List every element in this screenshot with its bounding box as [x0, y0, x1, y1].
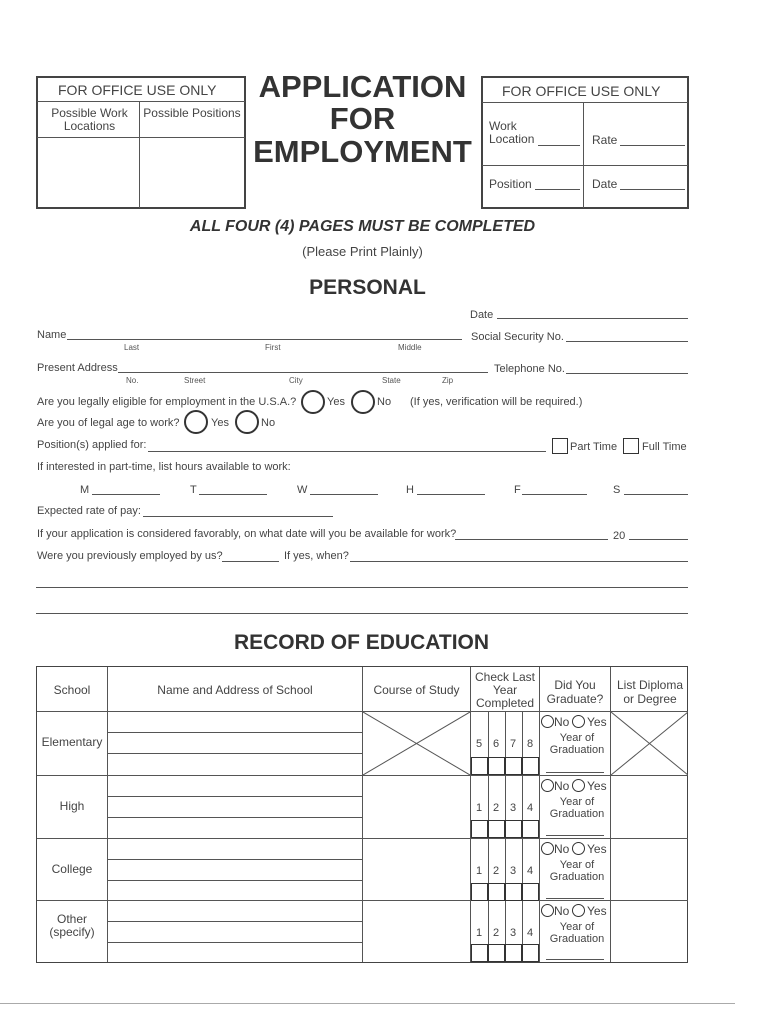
eligible-yes-label: Yes	[327, 396, 345, 408]
graduate-yes-radio[interactable]	[572, 842, 585, 855]
address-street-label: Street	[184, 376, 206, 385]
header-graduate: Did You Graduate?	[546, 678, 604, 706]
school-name-address-line[interactable]	[108, 859, 362, 860]
telephone-field[interactable]	[566, 373, 688, 374]
graduate-no-radio[interactable]	[541, 715, 554, 728]
school-level-label: Other (specify)	[49, 912, 95, 939]
year-completed-checkbox[interactable]	[522, 820, 539, 838]
year-completed-checkbox[interactable]	[471, 944, 488, 962]
eligible-question: Are you legally eligible for employment in the U.S.A.?	[37, 396, 297, 408]
graduate-yes-radio[interactable]	[572, 715, 585, 728]
address-state-label: State	[382, 376, 401, 385]
expected-rate-field[interactable]	[143, 516, 333, 517]
personal-heading: PERSONAL	[309, 276, 426, 299]
office-left-header: FOR OFFICE USE ONLY	[58, 82, 217, 98]
graduate-yes-label: Yes	[587, 842, 607, 856]
when-field[interactable]	[350, 561, 688, 562]
course-of-study-field[interactable]	[363, 839, 470, 901]
year-digit-label: 4	[526, 802, 534, 814]
year-completed-checkbox[interactable]	[522, 944, 539, 962]
when-label: If yes, when?	[284, 550, 349, 562]
year-of-graduation-field[interactable]	[546, 835, 604, 836]
day-f-field[interactable]	[522, 494, 587, 495]
previously-employed-field[interactable]	[222, 561, 279, 562]
day-h-label: H	[406, 484, 414, 496]
date-field[interactable]	[497, 318, 688, 319]
day-s-field[interactable]	[624, 494, 688, 495]
positions-field[interactable]	[148, 451, 546, 452]
graduate-yes-label: Yes	[587, 904, 607, 918]
work-location-field[interactable]	[538, 145, 580, 146]
header-check-last-year: Check Last Year Completed	[474, 670, 536, 710]
full-time-checkbox[interactable]	[623, 438, 639, 454]
course-of-study-field[interactable]	[363, 776, 470, 838]
print-plainly-notice: (Please Print Plainly)	[302, 244, 423, 259]
graduate-no-label: No	[554, 904, 570, 918]
date-label: Date	[470, 309, 494, 321]
page-bottom-edge	[0, 1003, 735, 1004]
school-name-address-line[interactable]	[108, 921, 362, 922]
title-for: FOR	[329, 101, 396, 136]
graduate-yes-label: Yes	[587, 715, 607, 729]
work-location-label: Work Location	[489, 119, 535, 146]
date-label-office: Date	[592, 177, 618, 191]
graduate-yes-radio[interactable]	[572, 779, 585, 792]
year-prefix: 20	[613, 530, 626, 542]
part-time-label: Part Time	[570, 441, 618, 453]
all-pages-notice: ALL FOUR (4) PAGES MUST BE COMPLETED	[189, 218, 536, 235]
day-t-label: T	[190, 484, 197, 496]
year-digit-label: 7	[509, 738, 517, 750]
eligible-no-radio[interactable]	[351, 390, 375, 414]
address-city-label: City	[289, 376, 303, 385]
address-field[interactable]	[118, 372, 488, 373]
school-name-address-line[interactable]	[108, 732, 362, 733]
positions-label: Position(s) applied for:	[37, 439, 147, 451]
elementary-diploma-crossed-out	[611, 712, 688, 775]
day-f-label: F	[514, 484, 521, 496]
name-last-label: Last	[124, 343, 140, 352]
extra-line-1[interactable]	[36, 587, 688, 588]
eligible-yes-radio[interactable]	[301, 390, 325, 414]
year-completed-checkbox[interactable]	[488, 820, 505, 838]
school-level-label: Elementary	[41, 735, 103, 749]
graduate-yes-label: Yes	[587, 779, 607, 793]
year-of-graduation-field[interactable]	[546, 772, 604, 773]
available-date-question: If your application is considered favorably, on what date will you be available for work?	[37, 528, 457, 540]
day-w-label: W	[297, 484, 308, 496]
name-field[interactable]	[67, 339, 462, 340]
year-completed-checkbox[interactable]	[488, 883, 505, 901]
year-digit-label: 8	[526, 738, 534, 750]
legal-age-yes-label: Yes	[211, 417, 229, 429]
course-of-study-field[interactable]	[363, 901, 470, 962]
year-completed-checkbox[interactable]	[471, 883, 488, 901]
year-completed-checkbox[interactable]	[471, 820, 488, 838]
graduate-no-radio[interactable]	[541, 842, 554, 855]
day-h-field[interactable]	[417, 494, 485, 495]
school-level-label: College	[51, 862, 93, 876]
day-s-label: S	[613, 484, 621, 496]
year-completed-checkbox[interactable]	[522, 757, 539, 775]
year-completed-checkbox[interactable]	[505, 944, 522, 962]
graduate-no-label: No	[554, 715, 570, 729]
full-time-label: Full Time	[642, 441, 687, 453]
day-w-field[interactable]	[310, 494, 378, 495]
year-digit-label: 4	[526, 927, 534, 939]
legal-age-no-radio[interactable]	[235, 410, 259, 434]
year-of-graduation-label: Year of Graduation	[549, 732, 605, 756]
address-zip-label: Zip	[442, 376, 454, 385]
legal-age-question: Are you of legal age to work?	[37, 417, 180, 429]
legal-age-no-label: No	[261, 417, 276, 429]
legal-age-yes-radio[interactable]	[184, 410, 208, 434]
school-name-address-line[interactable]	[108, 817, 362, 818]
position-field[interactable]	[535, 189, 580, 190]
title-employment: EMPLOYMENT	[253, 134, 472, 169]
year-completed-checkbox[interactable]	[488, 944, 505, 962]
address-no-label: No.	[126, 376, 139, 385]
ssn-field[interactable]	[566, 341, 688, 342]
name-label: Name	[37, 329, 67, 341]
available-year-field[interactable]	[629, 539, 688, 540]
diploma-degree-field[interactable]	[611, 901, 687, 962]
year-completed-checkbox[interactable]	[522, 883, 539, 901]
header-diploma: List Diploma or Degree	[616, 678, 684, 706]
year-digit-label: 3	[509, 927, 517, 939]
year-digit-label: 6	[492, 738, 500, 750]
year-digit-label: 3	[509, 802, 517, 814]
rate-field[interactable]	[620, 145, 685, 146]
previously-employed-question: Were you previously employed by us?	[37, 550, 223, 562]
year-completed-checkbox[interactable]	[505, 757, 522, 775]
title-application: APPLICATION	[258, 69, 467, 104]
office-date-field[interactable]	[620, 189, 685, 190]
year-digit-label: 4	[526, 865, 534, 877]
year-of-graduation-field[interactable]	[546, 959, 604, 960]
position-label: Position	[489, 177, 532, 191]
office-right-header: FOR OFFICE USE ONLY	[502, 83, 661, 99]
year-of-graduation-label: Year of Graduation	[549, 921, 605, 945]
rate-label: Rate	[592, 133, 618, 147]
possible-work-locations-label: Possible Work Locations	[51, 106, 128, 133]
year-digit-label: 5	[475, 738, 483, 750]
day-t-field[interactable]	[199, 494, 267, 495]
year-completed-checkbox[interactable]	[488, 757, 505, 775]
graduate-no-radio[interactable]	[541, 904, 554, 917]
name-middle-label: Middle	[398, 343, 422, 352]
name-first-label: First	[265, 343, 281, 352]
year-digit-label: 2	[492, 802, 500, 814]
graduate-yes-radio[interactable]	[572, 904, 585, 917]
graduate-no-radio[interactable]	[541, 779, 554, 792]
extra-line-2[interactable]	[36, 613, 688, 614]
year-digit-label: 1	[475, 927, 483, 939]
office-left-positions-field[interactable]	[141, 139, 244, 207]
elementary-course-crossed-out	[363, 712, 470, 775]
diploma-degree-field[interactable]	[611, 776, 687, 838]
school-name-address-line[interactable]	[108, 880, 362, 881]
year-of-graduation-label: Year of Graduation	[549, 796, 605, 820]
year-digit-label: 2	[492, 927, 500, 939]
graduate-no-label: No	[554, 842, 570, 856]
school-name-address-line[interactable]	[108, 796, 362, 797]
school-name-address-line[interactable]	[108, 942, 362, 943]
part-time-checkbox[interactable]	[552, 438, 568, 454]
header-course: Course of Study	[373, 683, 460, 697]
graduate-no-label: No	[554, 779, 570, 793]
year-completed-checkbox[interactable]	[505, 820, 522, 838]
header-school: School	[53, 683, 91, 697]
telephone-label: Telephone No.	[494, 363, 565, 375]
school-name-address-line[interactable]	[108, 753, 362, 754]
year-of-graduation-label: Year of Graduation	[549, 859, 605, 883]
day-m-label: M	[80, 484, 90, 496]
year-digit-label: 2	[492, 865, 500, 877]
hours-label: If interested in part-time, list hours available to work:	[37, 461, 291, 473]
year-digit-label: 3	[509, 865, 517, 877]
expected-rate-label: Expected rate of pay:	[37, 505, 141, 517]
possible-positions-label: Possible Positions	[143, 106, 241, 120]
education-heading: RECORD OF EDUCATION	[233, 631, 490, 654]
header-name-address: Name and Address of School	[157, 683, 313, 697]
day-m-field[interactable]	[92, 494, 160, 495]
office-left-work-locations-field[interactable]	[38, 139, 138, 207]
present-address-label: Present Address	[37, 362, 118, 374]
year-digit-label: 1	[475, 802, 483, 814]
school-level-label: High	[59, 799, 85, 813]
verification-note: (If yes, verification will be required.)	[410, 396, 583, 408]
ssn-label: Social Security No.	[471, 331, 564, 343]
year-of-graduation-field[interactable]	[546, 898, 604, 899]
diploma-degree-field[interactable]	[611, 839, 687, 901]
available-date-field[interactable]	[455, 539, 608, 540]
year-completed-checkbox[interactable]	[505, 883, 522, 901]
eligible-no-label: No	[377, 396, 392, 408]
year-digit-label: 1	[475, 865, 483, 877]
year-completed-checkbox[interactable]	[471, 757, 488, 775]
